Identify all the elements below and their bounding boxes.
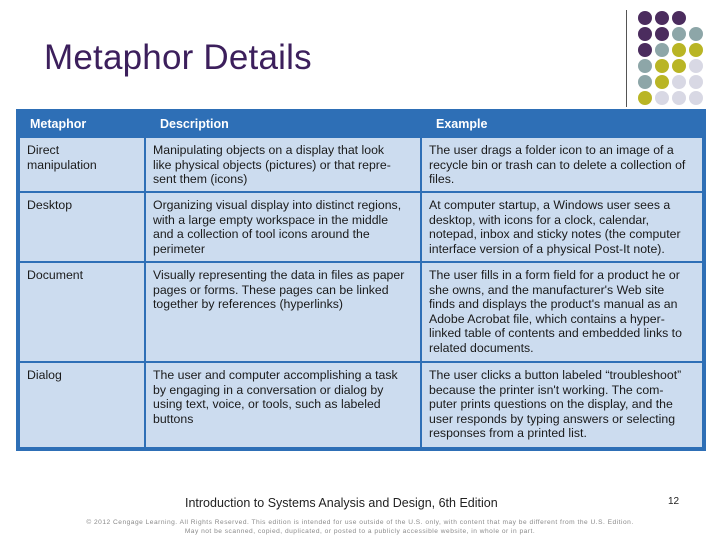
decorative-dot (672, 11, 686, 25)
decorative-dot (672, 59, 686, 73)
header-metaphor: Metaphor (30, 117, 87, 131)
decorative-dot (689, 43, 703, 57)
cell-example-desktop: At computer startup, a Windows user sees a desktop, with icons for a clock, calendar, notepad, inbox and sticky notes (the computer interface version of a physical Post-It note). (422, 193, 702, 261)
cell-description-dialog: The user and computer accomplishing a task by engaging in a conversation or dialog by using text, voice, or tools, such as labeled buttons (146, 363, 420, 447)
slide-title: Metaphor Details (44, 38, 312, 77)
decorative-dot (689, 75, 703, 89)
decorative-dot-grid (638, 11, 718, 111)
decorative-dot (689, 27, 703, 41)
decorative-dot (655, 91, 669, 105)
copyright-notice (0, 518, 720, 536)
cell-metaphor-document: Document (20, 263, 144, 361)
table-header-row (16, 109, 706, 138)
cell-metaphor-direct-manipulation: Direct manipulation (20, 138, 144, 191)
copyright-line-2: May not be scanned, copied, duplicated, or posted to a publicly accessible website, in whole or in part. (184, 528, 536, 535)
decorative-dot (638, 27, 652, 41)
cell-example-dialog: The user clicks a button labeled “troubleshoot” because the printer isn't working. The com- puter prints questions on the display, and the user responds by typing answers or selecting responses from a printed list. (422, 363, 702, 447)
cell-metaphor-dialog: Dialog (20, 363, 144, 447)
decorative-dot (655, 59, 669, 73)
cell-description-document: Visually representing the data in files as paper pages or forms. These pages can be linked together by references (hyperlinks) (146, 263, 420, 361)
decorative-dot (655, 43, 669, 57)
footer-book-title: Introduction to Systems Analysis and Design, 6th Edition (185, 496, 498, 510)
decorative-dot (638, 11, 652, 25)
decorative-dot (638, 43, 652, 57)
header-example: Example (436, 117, 488, 131)
page-number: 12 (668, 496, 680, 507)
decorative-dot (672, 91, 686, 105)
decorative-dot (672, 27, 686, 41)
decorative-dot (672, 43, 686, 57)
header-description: Description (160, 117, 229, 131)
decorative-dot (638, 59, 652, 73)
cell-example-document: The user fills in a form field for a product he or she owns, and the manufacturer's Web site finds and displays the product's manual as an Adobe Acrobat file, which contains a hyper- linked table of contents and embedded links to related documents. (422, 263, 702, 361)
decorative-dot (655, 75, 669, 89)
decorative-divider (626, 10, 627, 107)
decorative-dot (655, 27, 669, 41)
decorative-dot (672, 75, 686, 89)
decorative-dot (689, 91, 703, 105)
decorative-dot (638, 75, 652, 89)
decorative-dot (638, 91, 652, 105)
metaphor-table (16, 109, 706, 451)
decorative-dot (689, 59, 703, 73)
cell-description-desktop: Organizing visual display into distinct regions, with a large empty workspace in the middle and a collection of tool icons around the perimeter (146, 193, 420, 261)
cell-metaphor-desktop: Desktop (20, 193, 144, 261)
decorative-dot (655, 11, 669, 25)
cell-description-direct-manipulation: Manipulating objects on a display that look like physical objects (pictures) or that repre- sent them (icons) (146, 138, 420, 191)
cell-example-direct-manipulation: The user drags a folder icon to an image of a recycle bin or trash can to delete a collection of files. (422, 138, 702, 191)
copyright-line-1: © 2012 Cengage Learning. All Rights Reserved. This edition is intended for use outside of the U.S. only, with content that may be different from the U.S. Edition. (86, 519, 634, 526)
